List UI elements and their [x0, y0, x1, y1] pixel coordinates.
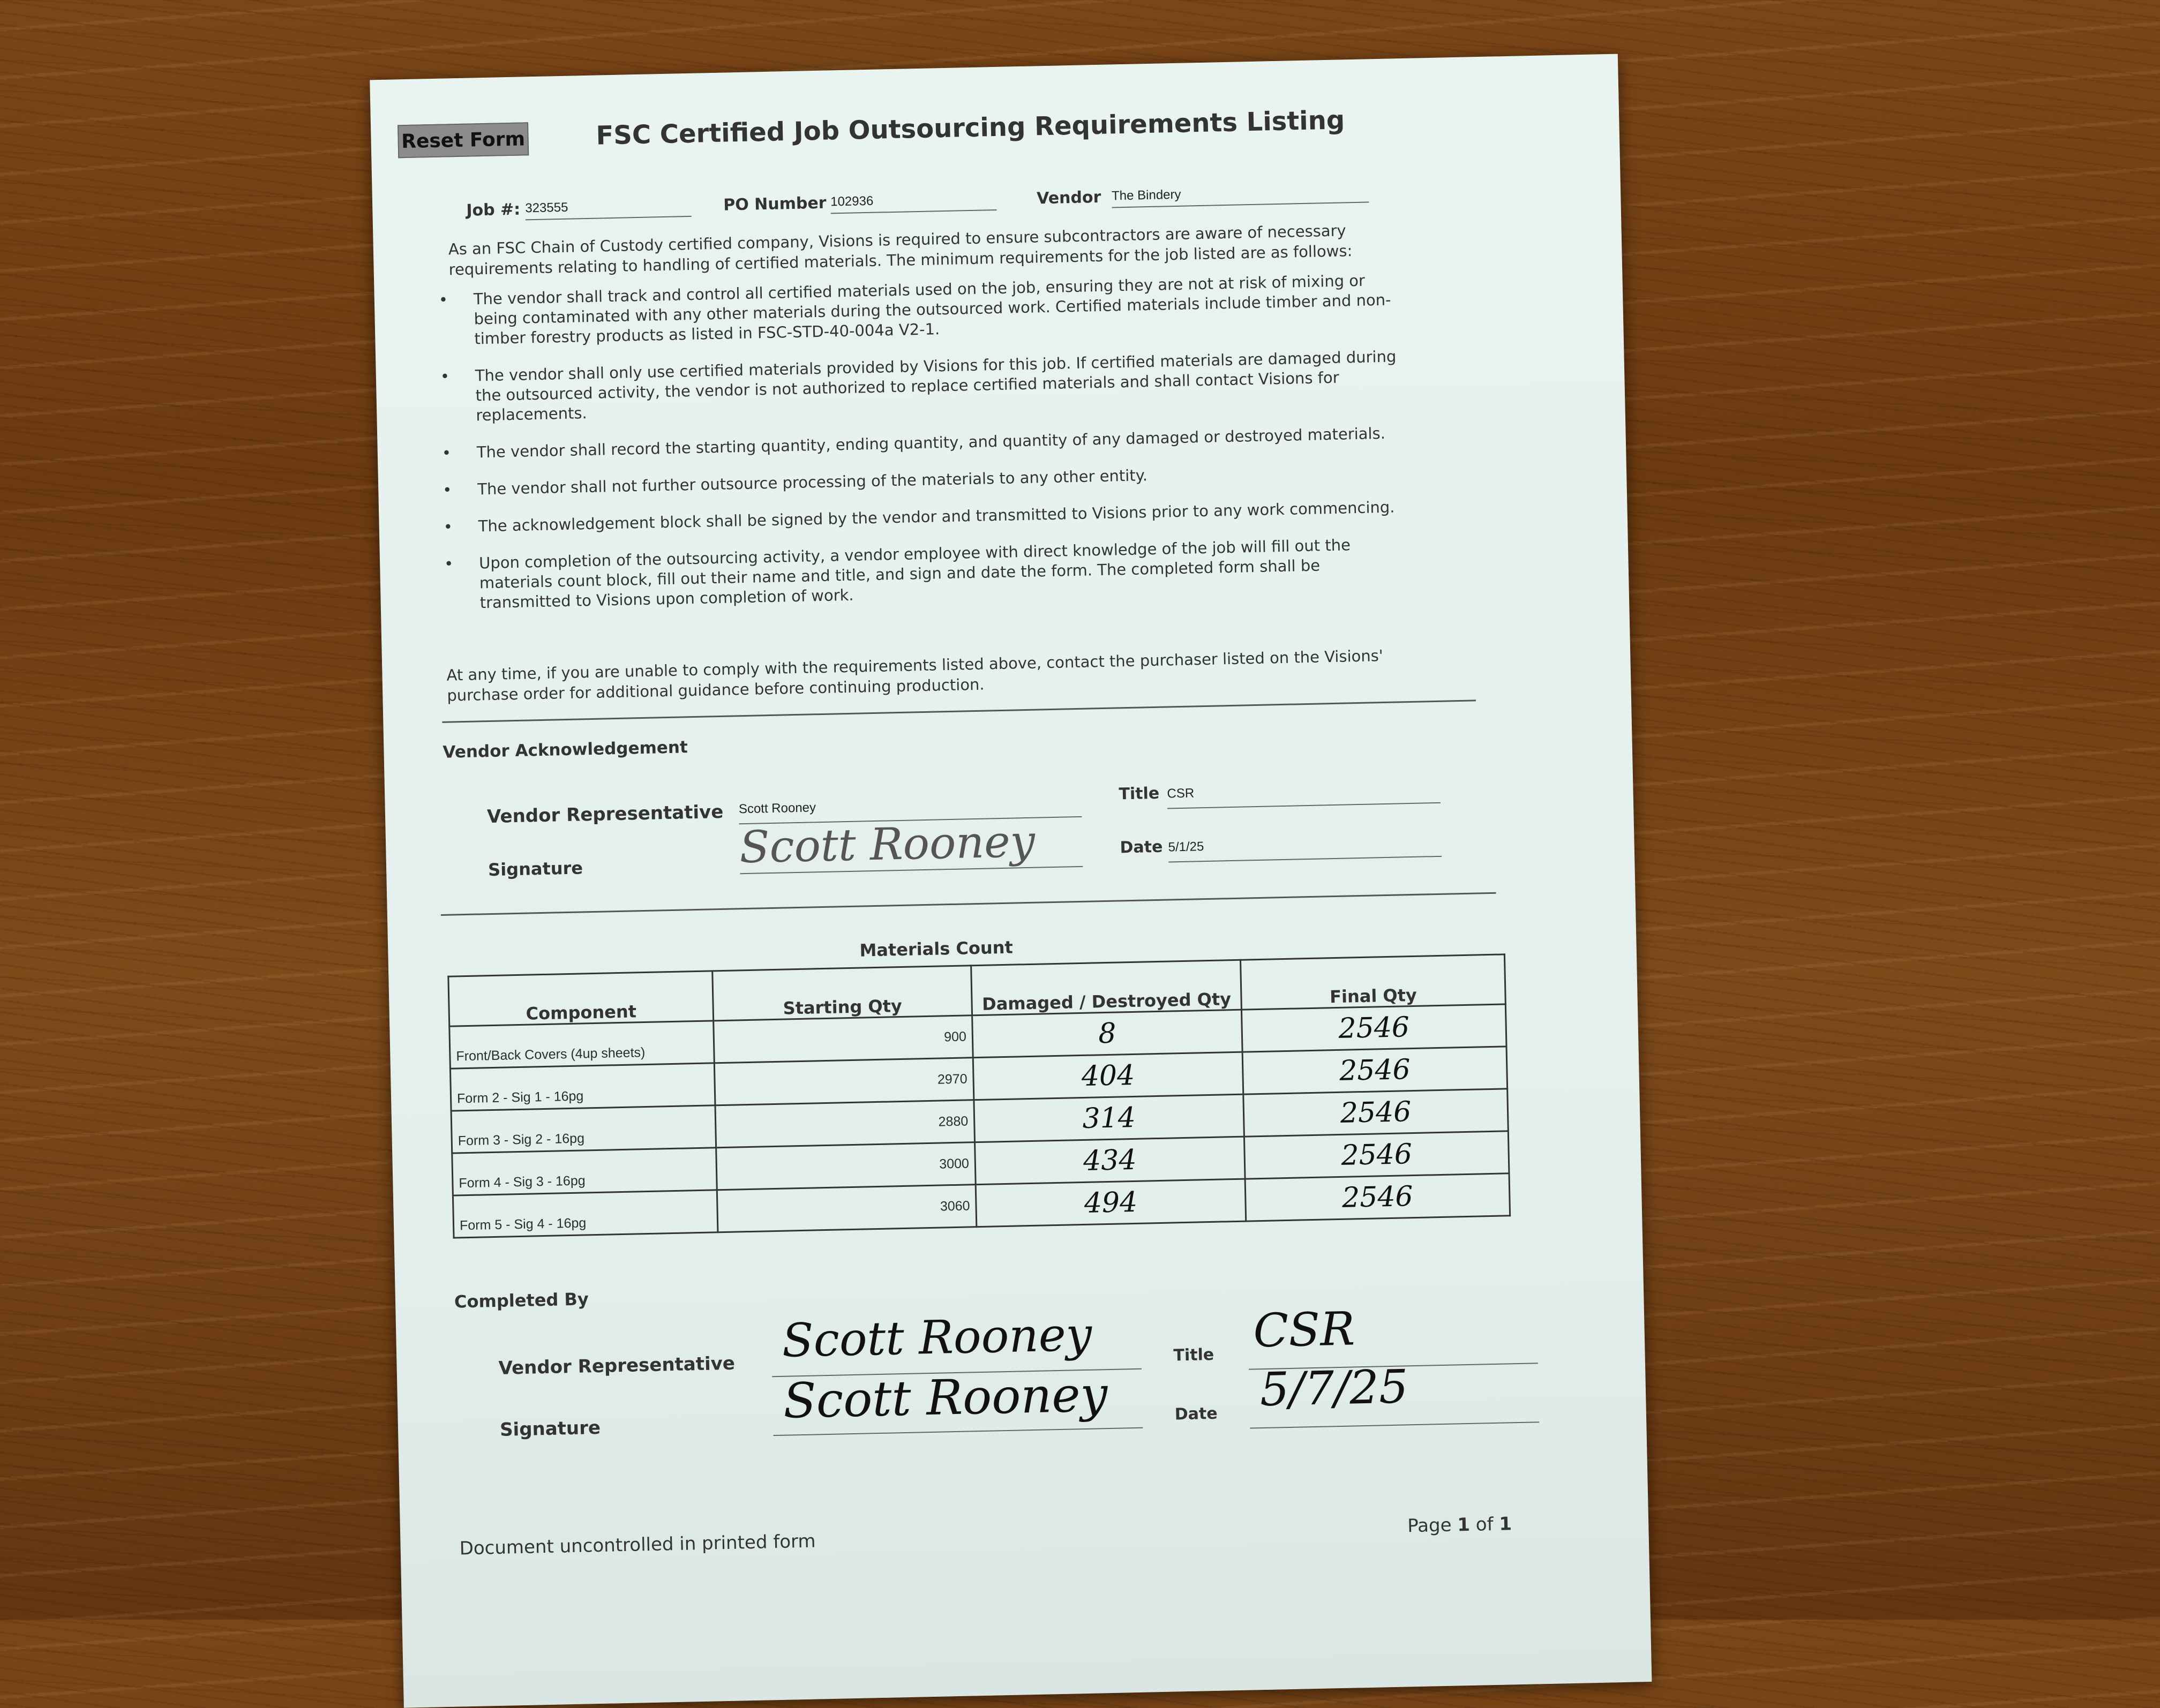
- completed-signature-label: Signature: [499, 1417, 601, 1441]
- cell-damaged-qty[interactable]: 404: [973, 1052, 1243, 1100]
- ack-handwritten-signature: Scott Rooney: [739, 816, 1036, 874]
- completed-title-label: Title: [1173, 1345, 1214, 1365]
- cell-final-qty[interactable]: 2546: [1244, 1131, 1509, 1179]
- intro-paragraph: As an FSC Chain of Custody certified company, Visions is required to ensure subcontractors are aware of necessary requirements relating to handling of certified materials. The minimum requirements for the job listed are as follows:: [448, 221, 1353, 279]
- cell-component: Form 3 - Sig 2 - 16pg: [451, 1105, 716, 1153]
- header-final-qty: Final Qty: [1241, 954, 1506, 1010]
- job-label: Job #:: [466, 200, 521, 220]
- completed-rep-field[interactable]: Scott Rooney: [781, 1307, 1093, 1368]
- ack-rep-label: Vendor Representative: [486, 801, 724, 828]
- list-item: • The acknowledgement block shall be signed by the vendor and transmitted to Visions prior to any work commencing.: [443, 498, 1395, 536]
- list-item: • The vendor shall record the starting quantity, ending quantity, and quantity of any damaged or destroyed materials.: [441, 424, 1386, 462]
- job-number-field[interactable]: 323555: [525, 198, 692, 220]
- footer-note: Document uncontrolled in printed form: [459, 1530, 816, 1560]
- list-item: • The vendor shall not further outsource processing of the materials to any other entity.: [442, 466, 1148, 499]
- cell-starting-qty[interactable]: 3000: [716, 1142, 976, 1190]
- materials-count-caption: Materials Count: [859, 937, 1014, 961]
- ack-rep-field[interactable]: Scott Rooney: [739, 795, 1082, 824]
- divider: [441, 892, 1496, 916]
- materials-table: [447, 953, 1511, 1238]
- vendor-label: Vendor: [1036, 187, 1101, 208]
- header-damaged-qty: Damaged / Destroyed Qty: [971, 960, 1242, 1015]
- cell-damaged-qty[interactable]: 314: [974, 1094, 1244, 1142]
- cell-component: Front/Back Covers (4up sheets): [449, 1021, 715, 1069]
- completed-by-heading: Completed By: [454, 1289, 589, 1312]
- cell-final-qty[interactable]: 2546: [1242, 1047, 1508, 1094]
- list-item: • Upon completion of the outsourcing activity, a vendor employee with direct knowledge of the job will fill out the materials count block, fill out their name and title, and sign and date the form. The completed form shall be transmitted to Visions upon completion of work.: [444, 536, 1351, 612]
- completed-date-label: Date: [1174, 1404, 1218, 1424]
- page-number: Page 1 of 1: [1407, 1513, 1512, 1537]
- ack-title-field[interactable]: CSR: [1167, 781, 1441, 809]
- cell-component: Form 5 - Sig 4 - 16pg: [453, 1190, 718, 1238]
- cell-component: Form 4 - Sig 3 - 16pg: [452, 1148, 717, 1195]
- cell-final-qty[interactable]: 2546: [1243, 1089, 1509, 1137]
- cell-final-qty[interactable]: 2546: [1241, 1004, 1506, 1052]
- ack-date-label: Date: [1120, 837, 1163, 857]
- completed-date-field[interactable]: 5/7/25: [1259, 1360, 1409, 1417]
- po-number-field[interactable]: 102936: [830, 191, 997, 214]
- acknowledgement-heading: Vendor Acknowledgement: [442, 738, 688, 762]
- completed-handwritten-signature: Scott Rooney: [782, 1366, 1108, 1429]
- ack-signature-label: Signature: [488, 857, 583, 881]
- ack-date-field[interactable]: 5/1/25: [1168, 834, 1442, 863]
- cell-damaged-qty[interactable]: 494: [976, 1179, 1246, 1227]
- form-title: FSC Certified Job Outsourcing Requirements Listing: [595, 105, 1345, 151]
- completed-title-field[interactable]: CSR: [1252, 1302, 1356, 1358]
- list-item: • The vendor shall only use certified materials provided by Visions for this job. If certified materials are damaged during the outsourced activity, the vendor is not authorized to replace certified materials and shall contact Visions for replacements.: [440, 347, 1397, 425]
- form-sheet: [370, 54, 1652, 1708]
- header-component: Component: [448, 971, 714, 1026]
- header-starting-qty: Starting Qty: [712, 966, 972, 1021]
- cell-starting-qty[interactable]: 3060: [717, 1185, 977, 1232]
- cell-damaged-qty[interactable]: 434: [975, 1137, 1246, 1185]
- reset-form-button[interactable]: Reset Form: [398, 122, 529, 158]
- completed-rep-label: Vendor Representative: [498, 1352, 736, 1379]
- closing-paragraph: At any time, if you are unable to comply with the requirements listed above, contact the purchaser listed on the Visions' purchase order for additional guidance before continuing production.: [446, 646, 1384, 705]
- cell-starting-qty[interactable]: 900: [714, 1015, 973, 1063]
- requirements-list: [439, 270, 1405, 630]
- cell-damaged-qty[interactable]: 8: [972, 1010, 1243, 1058]
- cell-starting-qty[interactable]: 2880: [715, 1100, 975, 1148]
- divider: [442, 699, 1476, 723]
- vendor-field[interactable]: The Bindery: [1112, 183, 1369, 208]
- po-label: PO Number: [723, 193, 827, 215]
- ack-title-label: Title: [1119, 784, 1160, 804]
- cell-starting-qty[interactable]: 2970: [714, 1058, 974, 1105]
- cell-final-qty[interactable]: 2546: [1245, 1173, 1510, 1221]
- list-item: • The vendor shall track and control all certified materials used on the job, ensuring they are not at risk of mixing or being contaminated with any other materials during the outsourced work. Certified materials include timber and non-timber forestry products as listed in FSC-STD-40-004a V2-1.: [438, 271, 1391, 348]
- cell-component: Form 2 - Sig 1 - 16pg: [450, 1063, 715, 1111]
